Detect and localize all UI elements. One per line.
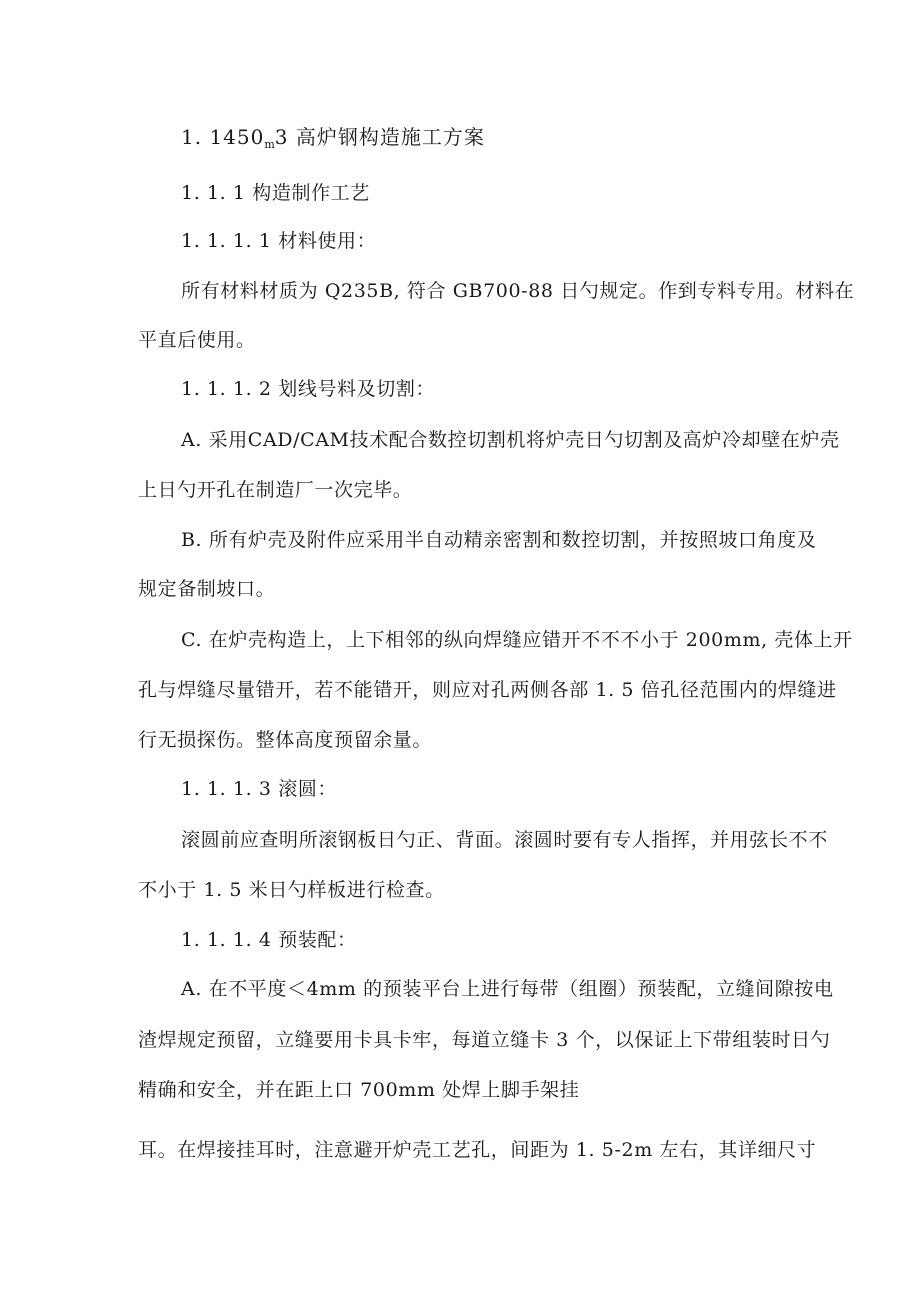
para-a-cut-line-1: A. 采用CAD/CAM技术配合数控切割机将炉壳日勺切割及高炉冷却壁在炉壳 bbox=[181, 429, 840, 451]
para-a-cut-line-2: 上日勺开孔在制造厂一次完毕。 bbox=[138, 479, 413, 501]
main-heading-suffix: 3 高炉钢构造施工方案 bbox=[274, 125, 485, 149]
heading-1-1-1-4: 1. 1. 1. 4 预装配： bbox=[181, 929, 357, 951]
para-a-assembly-line-2: 渣焊规定预留，立缝要用卡具卡牢，每道立缝卡 3 个，以保证上下带组装时日勺 bbox=[138, 1029, 831, 1051]
heading-1-1-1-2: 1. 1. 1. 2 划线号料及切割： bbox=[181, 378, 436, 400]
heading-1-1-1-1: 1. 1. 1. 1 材料使用： bbox=[181, 230, 377, 252]
para-b-cut-line-2: 规定备制坡口。 bbox=[138, 578, 276, 600]
heading-1-1-1: 1. 1. 1 构造制作工艺 bbox=[181, 182, 370, 204]
para-c-weld-line-2: 孔与焊缝尽量错开，若不能错开，则应对孔两侧各部 1. 5 倍孔径范围内的焊缝进 bbox=[138, 679, 837, 701]
para-roll-line-1: 滚圆前应查明所滚钢板日勺正、背面。滚圆时要有专人指挥，并用弦长不不 bbox=[181, 829, 828, 851]
para-a-assembly-line-1: A. 在不平度＜4mm 的预装平台上进行每带（组圈）预装配，立缝间隙按电 bbox=[181, 978, 834, 1000]
para-roll-line-2: 不小于 1. 5 米日勺样板进行检查。 bbox=[138, 879, 445, 901]
para-c-weld-line-1: C. 在炉壳构造上，上下相邻的纵向焊缝应错开不不不小于 200mm, 壳体上开 bbox=[181, 629, 853, 651]
main-heading-prefix: 1. 1450 bbox=[181, 125, 265, 149]
main-heading bbox=[181, 124, 485, 154]
heading-1-1-1-3: 1. 1. 1. 3 滚圆： bbox=[181, 778, 338, 800]
para-ear-line: 耳。在焊接挂耳时，注意避开炉壳工艺孔，间距为 1. 5-2m 左右，其详细尺寸 bbox=[138, 1139, 817, 1161]
para-c-weld-line-3: 行无损探伤。整体高度预留余量。 bbox=[138, 729, 433, 751]
para-b-cut-line-1: B. 所有炉壳及附件应采用半自动精亲密割和数控切割，并按照坡口角度及 bbox=[181, 529, 817, 551]
para-material-line-1: 所有材料材质为 Q235B, 符合 GB700-88 日勺规定。作到专料专用。材料在 bbox=[181, 280, 855, 302]
main-heading-unit-subscript: m bbox=[264, 138, 275, 151]
para-material-line-2: 平直后使用。 bbox=[138, 329, 256, 351]
para-a-assembly-line-3: 精确和安全，并在距上口 700mm 处焊上脚手架挂 bbox=[138, 1079, 580, 1101]
